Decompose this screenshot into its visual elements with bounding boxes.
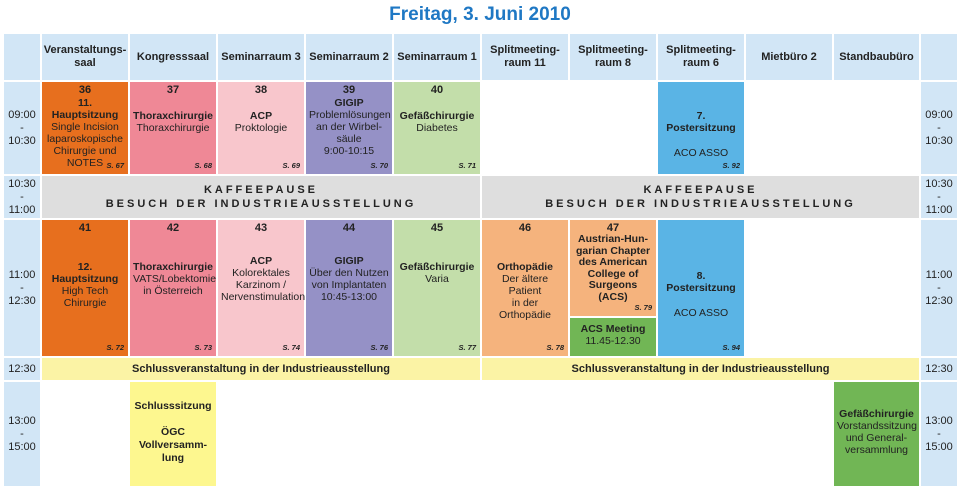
closing-event-left: Schlussveranstaltung in der Industrieausstellung: [42, 358, 480, 380]
session-40[interactable]: [394, 82, 480, 174]
session-number: 38: [254, 84, 268, 96]
session-subtitle: ACO ASSO: [673, 147, 729, 159]
page-reference: S. 73: [194, 343, 212, 352]
session-title: Gefäßchirurgie: [399, 110, 475, 122]
session-45[interactable]: [394, 220, 480, 356]
session-title: Schlusssitzung ÖGC Vollversamm- lung: [134, 400, 212, 464]
session-title: 12. Hauptsitzung: [51, 261, 119, 285]
session-42[interactable]: [130, 220, 216, 356]
time-slot-1-left: 09:00 - 10:30: [4, 82, 40, 174]
page-reference: S. 94: [722, 343, 740, 352]
session-43[interactable]: [218, 220, 304, 356]
session-number: 42: [166, 222, 180, 234]
session-39[interactable]: [306, 82, 392, 174]
session-number: 43: [254, 222, 268, 234]
schlusssitzung[interactable]: [130, 382, 216, 486]
session-subtitle: Single Incision laparoskopische Chirurgie und NOTES: [47, 121, 123, 169]
session-subtitle: 11.45-12.30: [585, 335, 641, 347]
session-number: 45: [430, 222, 444, 234]
session-46[interactable]: [482, 220, 568, 356]
page-reference: S. 77: [458, 343, 476, 352]
session-subtitle: Varia: [425, 273, 449, 285]
session-38[interactable]: [218, 82, 304, 174]
session-title: Gefäßchirurgie: [839, 408, 914, 420]
session-number: 39: [342, 84, 356, 96]
room-header-seminarraum-2: Seminarraum 2: [306, 34, 392, 80]
page-reference: S. 71: [458, 161, 476, 170]
session-title: Austrian-Hun- garian Chapter des American College of Surgeons (ACS): [575, 233, 651, 303]
session-title: 11. Hauptsitzung: [51, 97, 119, 121]
session-title: 7. Postersitzung: [666, 110, 736, 134]
session-subtitle: Kolorektales Karzinom / Nervenstimulation: [221, 267, 306, 303]
coffee-break-left: KAFFEEPAUSE BESUCH DER INDUSTRIEAUSSTELLUNG: [42, 176, 480, 218]
page-reference: S. 68: [194, 161, 212, 170]
session-title: Gefäßchirurgie: [399, 261, 475, 273]
session-subtitle: ACO ASSO: [673, 307, 729, 319]
time-slot-4-right: 12:30: [921, 358, 957, 380]
session-title: GIGIP: [334, 255, 364, 267]
page-title: Freitag, 3. Juni 2010: [389, 4, 571, 25]
acs-meeting[interactable]: [570, 318, 656, 356]
time-slot-1-right: 09:00 - 10:30: [921, 82, 957, 174]
session-number: 41: [78, 222, 92, 234]
session-title: ACS Meeting: [580, 323, 646, 335]
session-44[interactable]: [306, 220, 392, 356]
page-reference: S. 67: [106, 161, 124, 170]
page-reference: S. 74: [282, 343, 300, 352]
closing-event-right: Schlussveranstaltung in der Industrieausstellung: [482, 358, 919, 380]
session-number: 44: [342, 222, 356, 234]
room-header-standbaubuero: Standbaubüro: [834, 34, 919, 80]
session-47[interactable]: [570, 220, 656, 316]
session-number: 37: [166, 84, 180, 96]
session-41[interactable]: [42, 220, 128, 356]
page-reference: S. 76: [370, 343, 388, 352]
session-number: 46: [518, 222, 532, 234]
time-header-left: [4, 34, 40, 80]
session-title: ACP: [249, 255, 273, 267]
time-header-right: [921, 34, 957, 80]
session-number: 47: [606, 222, 620, 234]
session-subtitle: Der ältere Patient in der Orthopädie: [499, 273, 551, 321]
page-reference: S. 69: [282, 161, 300, 170]
session-number: 36: [78, 84, 92, 96]
room-header-seminarraum-1: Seminarraum 1: [394, 34, 480, 80]
session-title: ACP: [249, 110, 273, 122]
page-reference: S. 70: [370, 161, 388, 170]
room-header-splitmeeting-11: Splitmeeting- raum 11: [482, 34, 568, 80]
gefaesschirurgie-vorstandssitzung[interactable]: [834, 382, 919, 486]
session-title: Orthopädie: [496, 261, 553, 273]
session-subtitle: High Tech Chirurgie: [61, 285, 109, 309]
room-header-splitmeeting-8: Splitmeeting- raum 8: [570, 34, 656, 80]
page-reference: S. 92: [722, 161, 740, 170]
time-slot-2-left: 10:30 - 11:00: [4, 176, 40, 218]
time-slot-2-right: 10:30 - 11:00: [921, 176, 957, 218]
room-header-kongresssaal: Kongresssaal: [130, 34, 216, 80]
session-title: GIGIP: [334, 97, 364, 109]
session-37[interactable]: [130, 82, 216, 174]
session-subtitle: Proktologie: [234, 122, 288, 134]
time-slot-3-left: 11:00 - 12:30: [4, 220, 40, 356]
postersession-7[interactable]: [658, 82, 744, 174]
session-title: Thoraxchirurgie: [133, 261, 213, 273]
session-subtitle: Vorstandssitzung und General- versammlung: [837, 420, 917, 456]
session-title: 8. Postersitzung: [666, 270, 736, 294]
session-subtitle: Thoraxchirurgie: [136, 122, 210, 134]
time-slot-3-right: 11:00 - 12:30: [921, 220, 957, 356]
time-slot-4-left: 12:30: [4, 358, 40, 380]
page-reference: S. 78: [546, 343, 564, 352]
session-subtitle: Diabetes: [416, 122, 458, 134]
session-subtitle: Über den Nutzen von Implantaten 10:45-13:00: [309, 267, 389, 303]
room-header-splitmeeting-6: Splitmeeting- raum 6: [658, 34, 744, 80]
page-reference: S. 79: [634, 303, 652, 312]
coffee-break-right: KAFFEEPAUSE BESUCH DER INDUSTRIEAUSSTELLUNG: [482, 176, 919, 218]
room-header-mietbuero-2: Mietbüro 2: [746, 34, 832, 80]
postersession-8[interactable]: [658, 220, 744, 356]
session-36[interactable]: [42, 82, 128, 174]
session-subtitle: VATS/Lobektomie in Österreich: [133, 273, 217, 297]
page-reference: S. 72: [106, 343, 124, 352]
session-title: Thoraxchirurgie: [133, 110, 213, 122]
room-header-seminarraum-3: Seminarraum 3: [218, 34, 304, 80]
room-header-veranstaltungssaal: Veranstaltungs- saal: [42, 34, 128, 80]
time-slot-5-left: 13:00 - 15:00: [4, 382, 40, 486]
session-number: 40: [430, 84, 444, 96]
session-subtitle: Problemlösungen an der Wirbel- säule 9:00-10:15: [309, 109, 391, 157]
time-slot-5-right: 13:00 - 15:00: [921, 382, 957, 486]
